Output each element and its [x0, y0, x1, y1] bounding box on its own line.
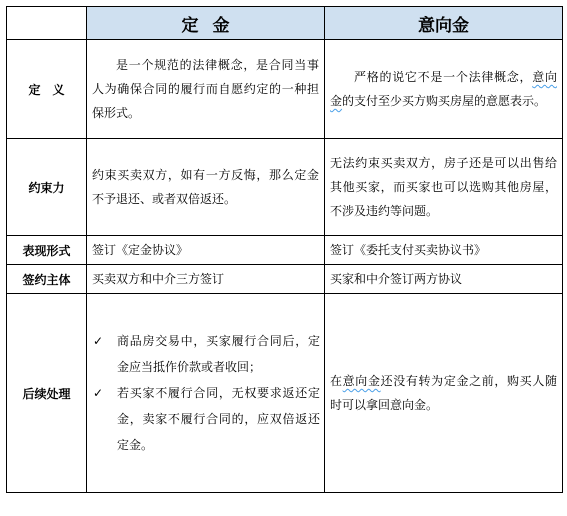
- header-deposit: 定金: [87, 7, 325, 40]
- definition-deposit-cell: [87, 40, 325, 139]
- parties-intent-cell: [325, 265, 563, 294]
- table-row-definition: [7, 40, 563, 139]
- table-row-parties: [7, 265, 563, 294]
- definition-intent-term: 意向金: [330, 70, 557, 108]
- followup-intent-tail: 还没有转为定金之前，购买人随时可以拿回意向金。: [330, 374, 557, 412]
- header-row: [7, 7, 563, 40]
- definition-intent-cell: [325, 40, 563, 139]
- binding-intent-text: 无法约束买卖双方，房子还是可以出售给其他买家，而买家也可以选购其他房屋，不涉及违约等问题。: [330, 156, 557, 218]
- definition-deposit-text: 是一个规范的法律概念，是合同当事人为确保合同的履行而自愿约定的一种担保形式。: [92, 58, 319, 120]
- form-deposit-text: 签订《定金协议》: [92, 243, 189, 257]
- row-label-binding: 约束力: [7, 139, 87, 236]
- row-label-followup: 后续处理: [7, 294, 87, 493]
- followup-item-text: 若买家不履行合同，无权要求返还定金，卖家不履行合同的，应双倍返还定金。: [117, 386, 320, 452]
- table-row-binding: [7, 139, 563, 236]
- list-item: [87, 380, 320, 458]
- binding-deposit-cell: [87, 139, 325, 236]
- header-intent-money: 意向金: [325, 7, 563, 40]
- definition-intent-text: [325, 63, 562, 115]
- table-row-form: [7, 236, 563, 265]
- checkmark-icon: ✓: [93, 334, 104, 348]
- followup-intent-text: [325, 367, 562, 419]
- definition-intent-tail: 的支付至少买方购买房屋的意愿表示。: [342, 94, 547, 108]
- parties-deposit-cell: [87, 265, 325, 294]
- form-intent-cell: [325, 236, 563, 265]
- row-label-definition: 定义: [7, 40, 87, 139]
- followup-item-text: 商品房交易中，买家履行合同后，定金应当抵作价款或者收回；: [117, 334, 320, 374]
- comparison-table: [6, 6, 563, 493]
- followup-intent-lead: 在: [330, 374, 343, 388]
- followup-deposit-cell: [87, 294, 325, 493]
- header-corner-cell: [7, 7, 87, 40]
- parties-deposit-text: 买卖双方和中介三方签订: [92, 272, 225, 286]
- checkmark-icon: ✓: [93, 386, 104, 400]
- followup-intent-term: 意向金: [342, 374, 381, 388]
- parties-intent-text: 买家和中介签订两方协议: [330, 272, 463, 286]
- form-intent-text: 签订《委托支付买卖协议书》: [330, 243, 487, 257]
- definition-intent-lead: 严格的说它不是一个法律概念，: [354, 70, 533, 84]
- followup-deposit-list: [87, 324, 324, 462]
- list-item: [87, 328, 320, 380]
- form-deposit-cell: [87, 236, 325, 265]
- table-row-followup: [7, 294, 563, 493]
- binding-intent-cell: [325, 139, 563, 236]
- followup-intent-cell: [325, 294, 563, 493]
- row-label-parties: 签约主体: [7, 265, 87, 294]
- row-label-form: 表现形式: [7, 236, 87, 265]
- binding-deposit-text: 约束买卖双方，如有一方反悔，那么定金不予退还、或者双倍返还。: [92, 168, 319, 206]
